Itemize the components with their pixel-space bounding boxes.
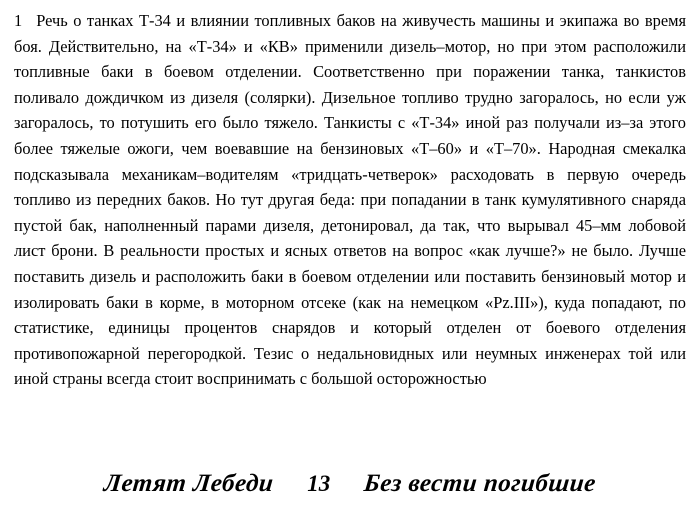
footer-left-title: Летят Лебеди [102,470,275,497]
footer-right-title: Без вести погибшие [362,470,598,497]
paragraph-text: Речь о танках Т‑34 и влиянии топливных баков на живучесть машины и экипажа во время боя. Действительно, на «Т‑34» и «КВ» применили дизель–мотор, но при этом расположили топливные баки в боевом отделении. Соответственно при поражении танка, танкистов поливало дождичком из дизеля (солярки). Дизельное топливо трудно загоралось, но если уж загоралось, то потушить его было тяжело. Танкисты с «Т‑34» иной раз получали из–за этого более тяжелые ожоги, чем воевавшие на бензиновых «Т–60» и «Т–70». Народная смекалка подсказывала механикам–водителям «тридцать-четверок» расходовать в первую очередь топливо из передних баков. Но тут другая беда: при попадании в танк кумулятивного снаряда пустой бак, наполненный парами дизеля, детонировал, да так, что вырывал 45–мм лобовой лист брони. В реальности простых и ясных ответов на вопрос «как лучше?» не было. Лучше поставить дизель и расположить баки в боевом отделении или поставить бензиновый мотор и изолировать баки в корме, в моторном отсеке (как на немецком «Pz.III»), куда попадают, по статистике, единицы процентов снарядов и который отделен от боевого отделения противопожарной перегородкой. Тезис о недальновидных или неумных инженерах той или иной страны всегда стоит воспринимать с большой осторожностью [14,11,686,389]
paragraph-number: 1 [14,11,23,30]
footer-page-number: 13 [307,471,331,496]
page-footer [0,461,700,507]
body-paragraph [14,8,686,392]
